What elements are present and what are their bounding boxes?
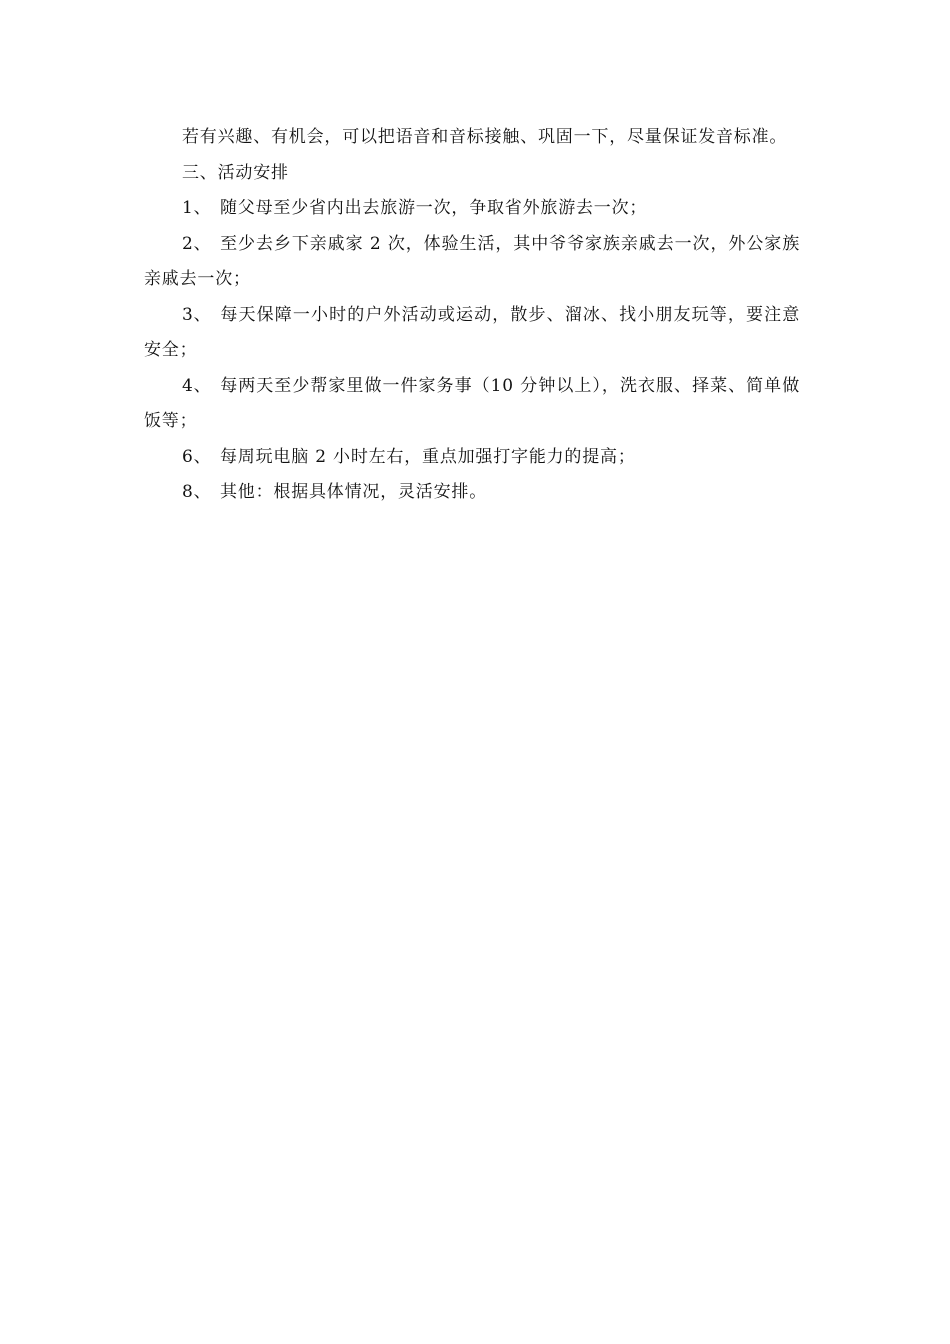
list-item-number: 8、 bbox=[182, 482, 212, 502]
section-heading-activities bbox=[144, 156, 800, 192]
list-item-text: 每周玩电脑 2 小时左右，重点加强打字能力的提高； bbox=[220, 446, 636, 467]
document-body bbox=[144, 120, 800, 511]
list-item-text: 随父母至少省内出去旅游一次，争取省外旅游去一次； bbox=[220, 198, 648, 218]
section-heading-text: 三、活动安排 bbox=[182, 162, 289, 183]
paragraph-pronunciation bbox=[144, 120, 800, 156]
list-item-number: 3、 bbox=[182, 304, 212, 325]
list-item-computer bbox=[144, 440, 800, 476]
list-item-number: 2、 bbox=[182, 233, 212, 254]
list-item-text: 每两天至少帮家里做一件家务事（10 分钟以上），洗衣服、择菜、简单做饭等； bbox=[144, 375, 800, 431]
list-item-housework bbox=[144, 369, 800, 440]
list-item-text: 至少去乡下亲戚家 2 次，体验生活，其中爷爷家族亲戚去一次，外公家族亲戚去一次； bbox=[144, 233, 800, 289]
list-item-number: 1、 bbox=[182, 198, 212, 218]
list-item-other bbox=[144, 475, 800, 511]
list-item-relatives bbox=[144, 227, 800, 298]
list-item-text: 每天保障一小时的户外活动或运动，散步、溜冰、找小朋友玩等，要注意安全； bbox=[144, 304, 800, 360]
list-item-travel bbox=[144, 191, 800, 227]
list-item-text: 其他：根据具体情况，灵活安排。 bbox=[220, 482, 487, 502]
list-item-outdoor bbox=[144, 298, 800, 369]
list-item-number: 6、 bbox=[182, 446, 212, 467]
paragraph-text: 若有兴趣、有机会，可以把语音和音标接触、巩固一下，尽量保证发音标准。 bbox=[182, 127, 788, 147]
list-item-number: 4、 bbox=[182, 375, 212, 396]
